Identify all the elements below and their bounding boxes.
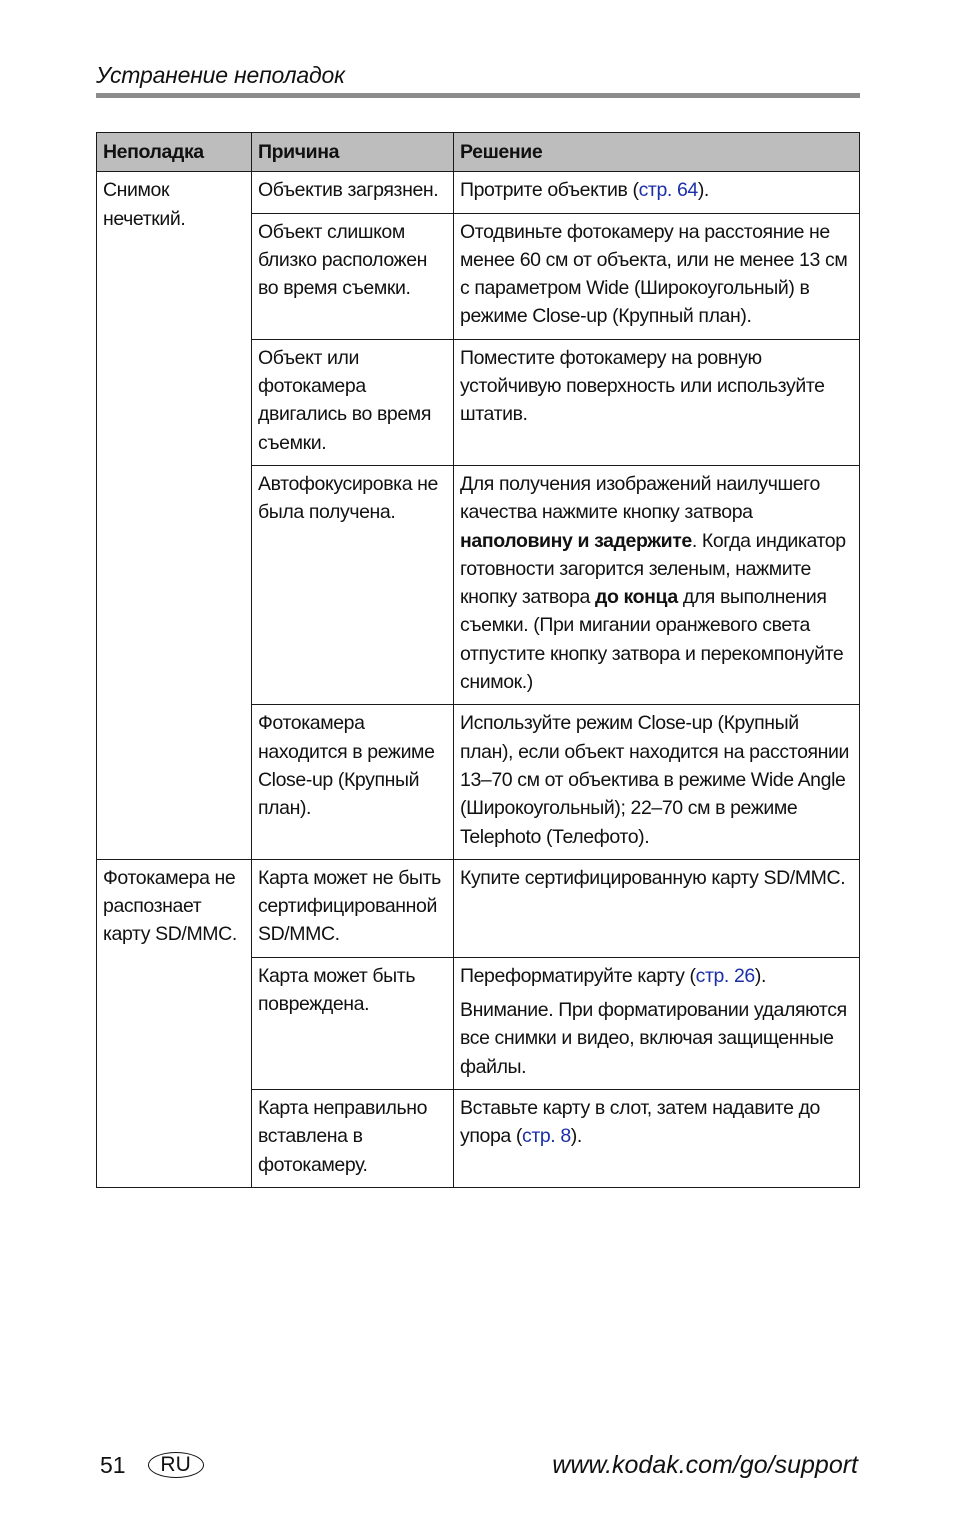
cause-cell: Объектив загрязнен. — [252, 172, 454, 213]
cause-cell: Автофокусировка не была получена. — [252, 465, 454, 704]
solution-cell — [454, 172, 860, 213]
solution-text: Переформатируйте карту ( — [460, 964, 696, 987]
page-reference-link[interactable]: стр. 64 — [638, 179, 698, 202]
table-row — [97, 172, 860, 213]
emphasis-text: наполовину и задержите — [460, 529, 692, 552]
table-body — [97, 172, 860, 1188]
support-url: www.kodak.com/go/support — [552, 1451, 858, 1479]
table-header-row — [97, 133, 860, 172]
header-problem: Неполадка — [97, 133, 252, 172]
solution-text: Для получения изображений наилучшего качества нажмите кнопку затвора — [460, 472, 820, 524]
emphasis-text: до конца — [595, 586, 678, 609]
table-row — [97, 859, 860, 957]
solution-cell — [454, 859, 860, 957]
cause-cell: Карта может не быть сертифицированной SD/MMC. — [252, 859, 454, 957]
cause-cell: Объект слишком близко расположен во время съемки. — [252, 213, 454, 339]
solution-text: для выполнения съемки. (При мигании оранжевого света отпустите кнопку затвора и перекомпонуйте снимок.) — [460, 586, 844, 694]
solution-text: Протрите объектив ( — [460, 179, 639, 202]
solution-text: ). — [754, 964, 766, 987]
page-reference-link[interactable]: стр. 26 — [695, 964, 755, 987]
solution-cell — [454, 213, 860, 339]
solution-text: Вставьте карту в слот, затем надавите до упора ( — [460, 1096, 820, 1148]
solution-text: Используйте режим Close-up (Крупный план), если объект находится на расстоянии 13–70 см от объектива в режиме Wide Angle (Широкоугольный); 22–70 см в режиме Telephoto (Телефото). — [460, 712, 850, 848]
header-solution: Решение — [454, 133, 860, 172]
problem-cell: Снимок нечеткий. — [97, 172, 252, 860]
section-title: Устранение неполадок — [96, 62, 345, 88]
page-number: 51 — [100, 1452, 126, 1478]
solution-cell — [454, 957, 860, 1089]
solution-cell — [454, 705, 860, 859]
troubleshooting-table — [96, 132, 860, 1188]
page-footer-left — [100, 1450, 204, 1480]
solution-text: . Когда индикатор готовности загорится зеленым, нажмите кнопку затвора — [460, 529, 846, 609]
language-badge: RU — [148, 1452, 204, 1478]
cause-cell: Карта неправильно вставлена в фотокамеру. — [252, 1089, 454, 1187]
solution-text: Поместите фотокамеру на ровную устойчивую поверхность или используйте штатив. — [460, 346, 825, 426]
solution-text: ). — [697, 179, 709, 202]
problem-cell: Фотокамера не распознает карту SD/MMC. — [97, 859, 252, 1187]
solution-text: Отодвиньте фотокамеру на расстояние не менее 60 см от объекта, или не менее 13 см с параметром Wide (Широкоугольный) в режиме Close-up (Крупный план). — [460, 220, 848, 328]
cause-cell: Фотокамера находится в режиме Close-up (Крупный план). — [252, 705, 454, 859]
cause-cell: Объект или фотокамера двигались во время съемки. — [252, 339, 454, 465]
warning-note: Внимание. При форматировании удаляются все снимки и видео, включая защищенные файлы. — [460, 999, 847, 1078]
page-reference-link[interactable]: стр. 8 — [521, 1125, 571, 1148]
solution-cell — [454, 1089, 860, 1187]
title-rule — [96, 93, 860, 98]
solution-cell — [454, 465, 860, 704]
header-cause: Причина — [252, 133, 454, 172]
solution-cell — [454, 339, 860, 465]
solution-text: Купите сертифицированную карту SD/MMC. — [460, 866, 846, 889]
solution-text: ). — [570, 1125, 582, 1148]
cause-cell: Карта может быть повреждена. — [252, 957, 454, 1089]
